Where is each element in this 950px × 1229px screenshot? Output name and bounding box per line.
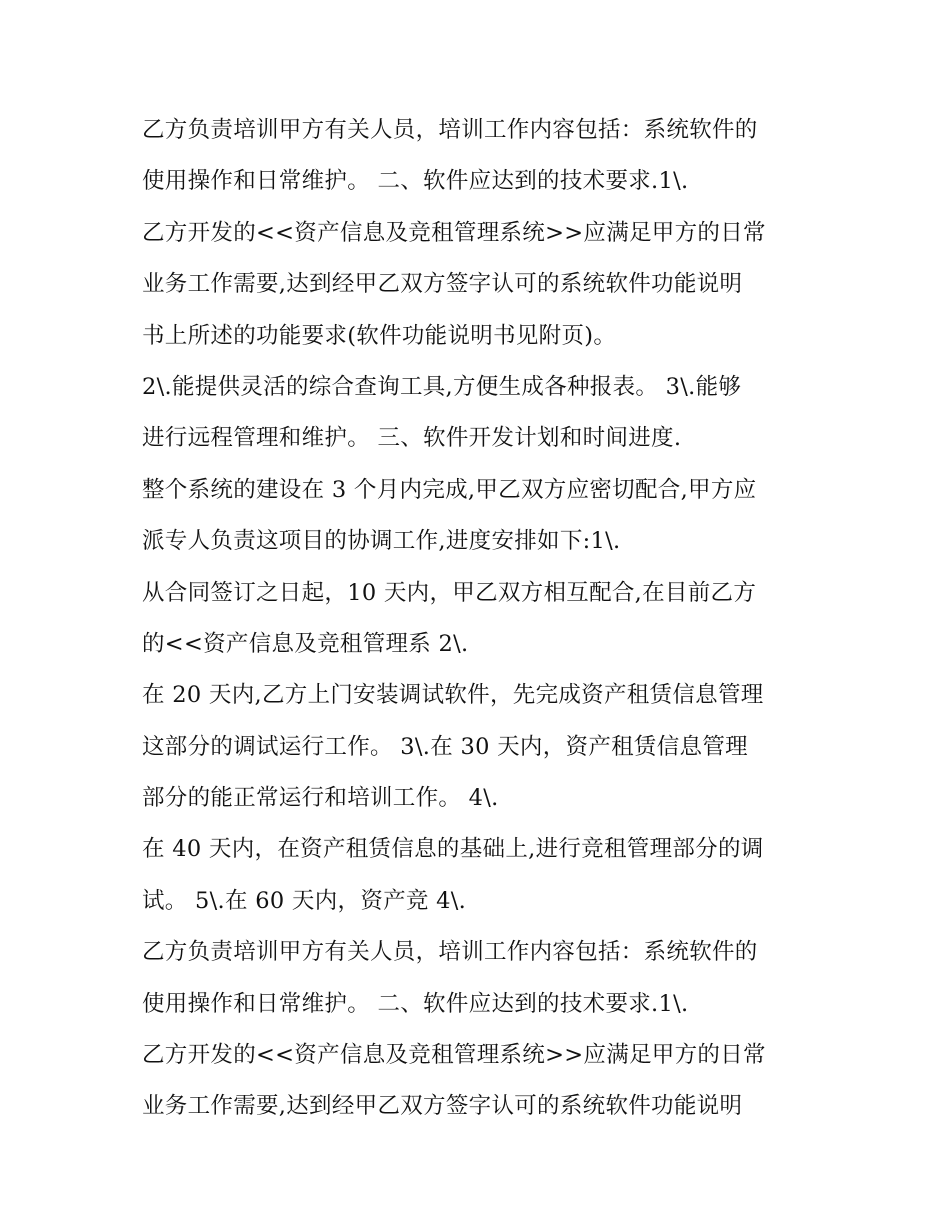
text-line: 整个系统的建设在 3 个月内完成,甲乙双方应密切配合,甲方应: [142, 476, 757, 503]
text-line: 书上所述的功能要求(软件功能说明书见附页)。: [142, 322, 617, 349]
text-line: 业务工作需要,达到经甲乙双方签字认可的系统软件功能说明: [142, 1093, 743, 1120]
text-line: 使用操作和日常维护。 二、软件应达到的技术要求.1\.: [142, 990, 689, 1017]
text-line: 乙方开发的<<资产信息及竞租管理系统>>应满足甲方的日常: [142, 1042, 766, 1069]
text-line: 试。 5\.在 60 天内，资产竞 4\.: [142, 887, 467, 914]
text-line: 乙方负责培训甲方有关人员，培训工作内容包括：系统软件的: [142, 939, 758, 966]
text-line: 使用操作和日常维护。 二、软件应达到的技术要求.1\.: [142, 168, 689, 195]
text-line: 部分的能正常运行和培训工作。 4\.: [142, 785, 499, 812]
text-line: 这部分的调试运行工作。 3\.在 30 天内，资产租赁信息管理: [142, 733, 748, 760]
text-line: 在 20 天内,乙方上门安装调试软件，先完成资产租赁信息管理: [142, 682, 764, 709]
text-line: 进行远程管理和维护。 三、软件开发计划和时间进度.: [142, 425, 682, 452]
document-body: [142, 108, 822, 1136]
text-line: 2\.能提供灵活的综合查询工具,方便生成各种报表。 3\.能够: [142, 373, 742, 400]
text-line: 乙方开发的<<资产信息及竞租管理系统>>应满足甲方的日常: [142, 219, 766, 246]
text-line: 的<<资产信息及竞租管理系 2\.: [142, 630, 469, 657]
text-line: 在 40 天内，在资产租赁信息的基础上,进行竞租管理部分的调: [142, 836, 764, 863]
text-line: 从合同签订之日起，10 天内，甲乙双方相互配合,在目前乙方: [142, 579, 757, 606]
text-line: 派专人负责这项目的协调工作,进度安排如下:1\.: [142, 528, 621, 555]
text-line: 业务工作需要,达到经甲乙双方签字认可的系统软件功能说明: [142, 271, 743, 298]
text-line: 乙方负责培训甲方有关人员，培训工作内容包括：系统软件的: [142, 117, 758, 143]
